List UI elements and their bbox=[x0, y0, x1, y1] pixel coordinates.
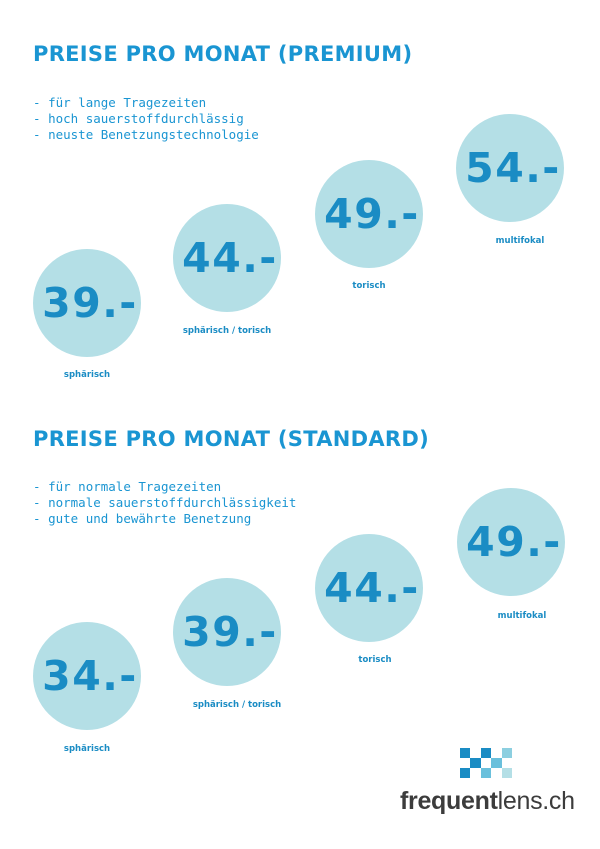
standard-feature: - für normale Tragezeiten bbox=[33, 479, 296, 495]
premium-title: PREISE PRO MONAT (PREMIUM) bbox=[33, 42, 413, 66]
standard-price-label-multifocal: multifokal bbox=[497, 611, 547, 621]
logo-wordmark-rest: lens.ch bbox=[497, 787, 575, 815]
standard-price-circle-multifocal bbox=[457, 488, 565, 596]
standard-feature: - gute und bewährte Benetzung bbox=[33, 511, 296, 527]
price-value: 54.- bbox=[465, 144, 561, 192]
price-value: 39.- bbox=[42, 279, 138, 327]
price-value: 44.- bbox=[182, 234, 278, 282]
price-value: 49.- bbox=[324, 190, 420, 238]
standard-price-label-toric: torisch bbox=[358, 655, 392, 665]
premium-price-circle-toric bbox=[315, 160, 423, 268]
standard-price-label-spherical: sphärisch bbox=[63, 744, 111, 754]
premium-feature: - für lange Tragezeiten bbox=[33, 95, 259, 111]
premium-feature: - hoch sauerstoffdurchlässig bbox=[33, 111, 259, 127]
price-value: 39.- bbox=[182, 608, 278, 656]
standard-price-circle-toric bbox=[315, 534, 423, 642]
premium-price-label-toric: torisch bbox=[352, 281, 386, 291]
premium-price-label-spherical-toric: sphärisch / torisch bbox=[182, 326, 272, 336]
premium-price-circle-multifocal bbox=[456, 114, 564, 222]
premium-price-label-multifocal: multifokal bbox=[495, 236, 545, 246]
standard-feature: - normale sauerstoffdurchlässigkeit bbox=[33, 495, 296, 511]
standard-price-circle-spherical bbox=[33, 622, 141, 730]
premium-price-circle-spherical bbox=[33, 249, 141, 357]
standard-price-label-spherical-toric: sphärisch / torisch bbox=[192, 700, 282, 710]
logo-wordmark bbox=[400, 787, 575, 816]
logo-checker-icon bbox=[460, 748, 512, 778]
price-value: 49.- bbox=[466, 518, 562, 566]
premium-price-circle-spherical-toric bbox=[173, 204, 281, 312]
premium-price-label-spherical: sphärisch bbox=[63, 370, 111, 380]
premium-features-list bbox=[33, 95, 259, 143]
price-value: 34.- bbox=[42, 652, 138, 700]
logo-wordmark-strong: frequent bbox=[400, 787, 498, 815]
standard-features-list bbox=[33, 479, 296, 527]
standard-title: PREISE PRO MONAT (STANDARD) bbox=[33, 427, 430, 451]
standard-price-circle-spherical-toric bbox=[173, 578, 281, 686]
premium-feature: - neuste Benetzungstechnologie bbox=[33, 127, 259, 143]
price-value: 44.- bbox=[324, 564, 420, 612]
